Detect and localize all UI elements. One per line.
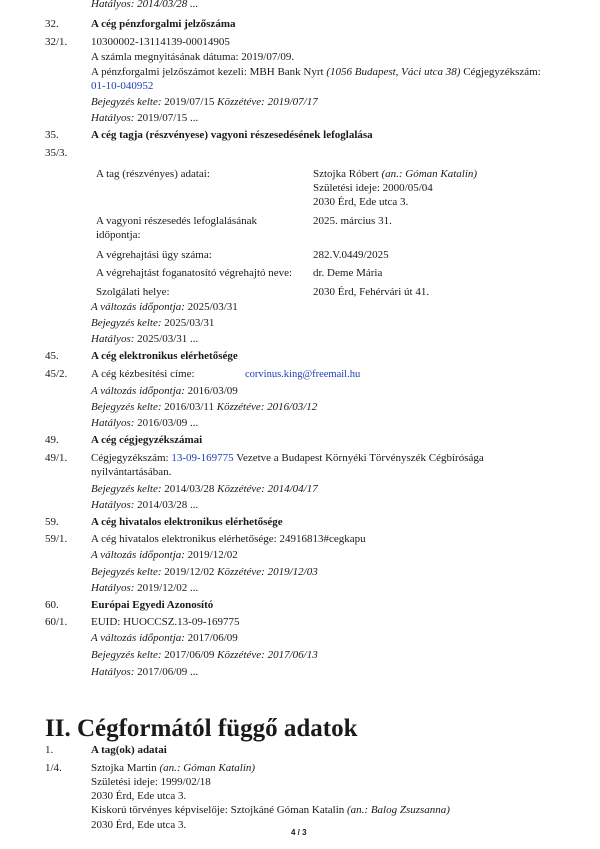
- section-title: A cég elektronikus elérhetősége: [91, 350, 238, 362]
- registration-line: [91, 566, 318, 579]
- bej-label: Bejegyzés kelte:: [91, 483, 162, 495]
- tag-mother: (an.: Góman Katalin): [381, 168, 478, 180]
- hatalyos-line: [91, 0, 198, 11]
- member-name-line: [91, 762, 255, 775]
- hatalyos-label: Hatályos:: [91, 666, 135, 678]
- page-number: 4 / 3: [291, 828, 307, 837]
- section-number: 59.: [45, 516, 59, 528]
- representative-address: 2030 Érd, Ede utca 3.: [91, 819, 187, 831]
- valtozas-label: A változás időpontja:: [91, 385, 185, 397]
- hatalyos-label: Hatályos:: [91, 582, 135, 594]
- valtozas-line: [91, 549, 238, 562]
- lefoglalas-label: A vagyoni részesedés lefoglalásának: [96, 215, 257, 227]
- cegjegyzekszam-link[interactable]: 13-09-169775: [171, 452, 234, 464]
- section-title: A cég tagja (részvényese) vagyoni részesedésének lefoglalása: [91, 129, 373, 141]
- koz-label: Közzétéve:: [216, 401, 265, 413]
- member-name: Sztojka Martin: [91, 762, 160, 774]
- subsection-number: 59/1.: [45, 533, 68, 545]
- valtozas-date: 2025/03/31: [184, 301, 238, 313]
- bej-label: Bejegyzés kelte:: [91, 566, 162, 578]
- bej-date: 2014/03/28: [161, 483, 218, 495]
- account-opened: A számla megnyitásának dátuma: 2019/07/09.: [91, 51, 295, 63]
- section-number: 35.: [45, 129, 59, 141]
- hatalyos-line: [91, 112, 198, 125]
- tag-address: 2030 Érd, Ede utca 3.: [313, 196, 409, 208]
- member-address: 2030 Érd, Ede utca 3.: [91, 790, 187, 802]
- registration-line: [91, 401, 317, 414]
- bank-line: [91, 66, 541, 79]
- bej-date: 2019/07/15: [161, 96, 218, 108]
- cegbirosag-text: Vezetve a Budapest Környéki Törvényszék Cégbírósága: [233, 452, 484, 464]
- euid-text: EUID: HUOCCSZ.13-09-169775: [91, 616, 240, 628]
- subsection-number: 1/4.: [45, 762, 62, 774]
- hatalyos-date: 2017/06/09 ...: [134, 666, 199, 678]
- bej-label: Bejegyzés kelte:: [91, 96, 162, 108]
- hatalyos-date: 2014/03/28 ...: [134, 499, 199, 511]
- subsection-number: 49/1.: [45, 452, 68, 464]
- tag-name-line: [313, 168, 477, 181]
- bank-address: (1056 Budapest, Váci utca 38): [326, 66, 461, 78]
- section-title: A cég cégjegyzékszámai: [91, 434, 203, 446]
- subsection-number: 35/3.: [45, 147, 68, 159]
- cegjegyzekszam-line: [91, 452, 484, 465]
- hatalyos-line: [91, 499, 198, 512]
- hatalyos-date: 2019/07/15 ...: [134, 112, 199, 124]
- koz-date: 2017/06/13: [264, 649, 318, 661]
- subsection-number: 60/1.: [45, 616, 68, 628]
- hatalyos-label: Hatályos:: [91, 417, 135, 429]
- section-title: A cég hivatalos elektronikus elérhetősége: [91, 516, 283, 528]
- valtozas-date: 2016/03/09: [184, 385, 238, 397]
- hatalyos-line: [91, 666, 198, 679]
- bej-date: 2019/12/02: [161, 566, 218, 578]
- tag-birth: Születési ideje: 2000/05/04: [313, 182, 433, 194]
- koz-label: Közzétéve:: [217, 483, 265, 495]
- section-number: 32.: [45, 18, 59, 30]
- ugy-label: A végrehajtási ügy száma:: [96, 249, 212, 261]
- bej-label: Bejegyzés kelte:: [91, 317, 162, 329]
- bej-date: 2017/06/09: [161, 649, 218, 661]
- valtozas-line: [91, 301, 238, 314]
- section-title: A tag(ok) adatai: [91, 744, 167, 756]
- hatalyos-label: Hatályos:: [91, 333, 135, 345]
- email-link[interactable]: corvinus.king@freemail.hu: [245, 369, 361, 380]
- bank-cegj-label: Cégjegyzékszám:: [460, 66, 541, 78]
- koz-label: Közzétéve:: [217, 566, 265, 578]
- nyilvantartas-text: nyilvántartásában.: [91, 466, 172, 478]
- member-mother: (an.: Góman Katalin): [159, 762, 256, 774]
- subsection-number: 32/1.: [45, 36, 68, 48]
- cegkapu-text: A cég hivatalos elektronikus elérhetősége: 24916813#cegkapu: [91, 533, 366, 545]
- szolgalati-value: 2030 Érd, Fehérvári út 41.: [313, 286, 430, 298]
- registration-line: [91, 317, 214, 330]
- section-number: 45.: [45, 350, 59, 362]
- koz-date: 2019/12/03: [264, 566, 318, 578]
- registration-line: [91, 649, 318, 662]
- section-number: 60.: [45, 599, 59, 611]
- section-title: A cég pénzforgalmi jelzőszáma: [91, 18, 236, 30]
- member-birth: Születési ideje: 1999/02/18: [91, 776, 211, 788]
- valtozas-date: 2019/12/02: [184, 549, 238, 561]
- vegrehajto-value: dr. Deme Mária: [313, 267, 383, 279]
- hatalyos-line: [91, 417, 198, 430]
- koz-label: Közzétéve:: [217, 96, 265, 108]
- lefoglalas-value: 2025. március 31.: [313, 215, 392, 227]
- koz-date: 2019/07/17: [264, 96, 318, 108]
- bej-date: 2025/03/31: [161, 317, 215, 329]
- valtozas-line: [91, 632, 238, 645]
- koz-date: 2014/04/17: [264, 483, 318, 495]
- account-number: 10300002-13114139-00014905: [91, 36, 230, 48]
- registration-line: [91, 96, 318, 109]
- hatalyos-date: 2016/03/09 ...: [134, 417, 199, 429]
- tag-name: Sztojka Róbert: [313, 168, 382, 180]
- registration-line: [91, 483, 318, 496]
- bej-label: Bejegyzés kelte:: [91, 649, 162, 661]
- representative-mother: (an.: Balog Zsuzsanna): [347, 804, 450, 816]
- hatalyos-line: [91, 333, 198, 346]
- szolgalati-label: Szolgálati helye:: [96, 286, 170, 298]
- bank-cegj-link[interactable]: 01-10-040952: [91, 80, 154, 92]
- hatalyos-text: Hatályos: 2014/03/28 ...: [91, 0, 199, 10]
- ugy-value: 282.V.0449/2025: [313, 249, 389, 261]
- hatalyos-date: 2025/03/31 ...: [134, 333, 199, 345]
- representative-name: Kiskorú törvényes képviselője: Sztojkáné Góman Katalin: [91, 804, 347, 816]
- section-number: 49.: [45, 434, 59, 446]
- representative-line: [91, 804, 450, 817]
- part-heading: II. Cégformától függő adatok: [45, 715, 358, 742]
- bank-name: A pénzforgalmi jelzőszámot kezeli: MBH Bank Nyrt: [91, 66, 327, 78]
- lefoglalas-label-2: időpontja:: [96, 229, 141, 241]
- valtozas-line: [91, 385, 238, 398]
- valtozas-label: A változás időpontja:: [91, 632, 185, 644]
- section-number: 1.: [45, 744, 54, 756]
- bej-date: 2016/03/11: [161, 401, 217, 413]
- koz-label: Közzétéve:: [217, 649, 265, 661]
- koz-date: 2016/03/12: [264, 401, 318, 413]
- hatalyos-label: Hatályos:: [91, 112, 135, 124]
- cegjegyzekszam-label: Cégjegyzékszám:: [91, 452, 172, 464]
- vegrehajto-label: A végrehajtást foganatosító végrehajtó neve:: [96, 267, 293, 279]
- hatalyos-line: [91, 582, 198, 595]
- valtozas-label: A változás időpontja:: [91, 301, 185, 313]
- valtozas-label: A változás időpontja:: [91, 549, 185, 561]
- tag-label: A tag (részvényes) adatai:: [96, 168, 210, 180]
- bej-label: Bejegyzés kelte:: [91, 401, 162, 413]
- valtozas-date: 2017/06/09: [184, 632, 238, 644]
- email-label: A cég kézbesítési címe:: [91, 368, 195, 380]
- section-title: Európai Egyedi Azonosító: [91, 599, 214, 611]
- subsection-number: 45/2.: [45, 368, 68, 380]
- hatalyos-date: 2019/12/02 ...: [134, 582, 199, 594]
- hatalyos-label: Hatályos:: [91, 499, 135, 511]
